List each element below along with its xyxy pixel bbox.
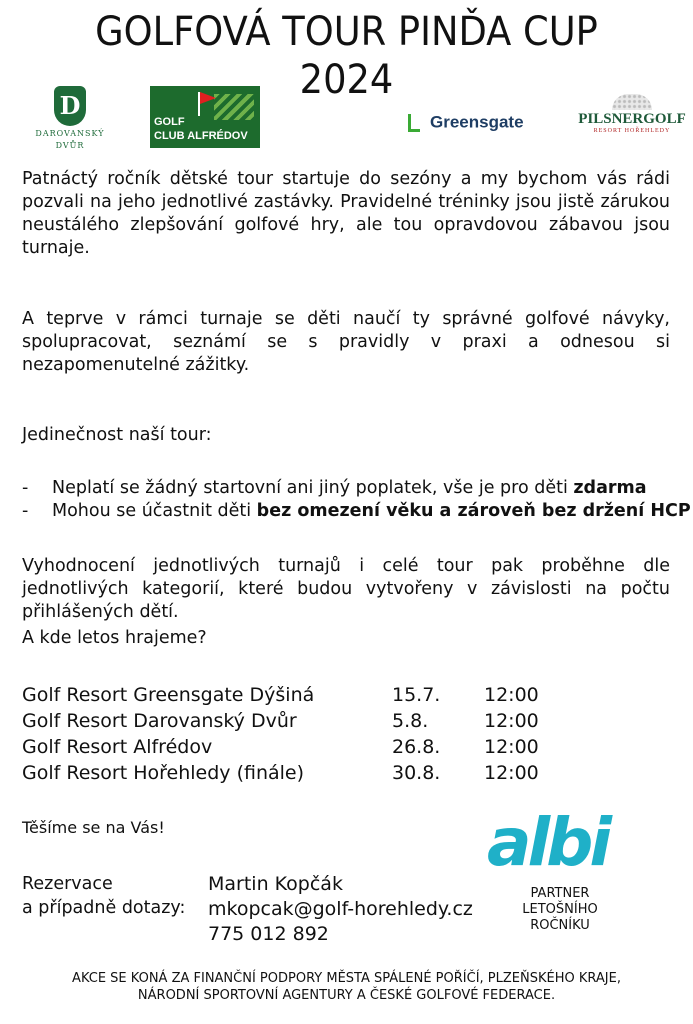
footer-line-2: NÁRODNÍ SPORTOVNÍ AGENTURY A ČESKÉ GOLFOVÉ FEDERACE.	[137, 988, 556, 1003]
golf-club-alfredov-logo	[150, 86, 260, 148]
event-time: 12:00	[484, 736, 539, 758]
uniqueness-heading: Jedinečnost naší tour:	[22, 425, 212, 445]
contact-phone[interactable]: 775 012 892	[208, 923, 329, 945]
title-line-1: GOLFOVÁ TOUR PINĎA CUP	[95, 9, 598, 55]
contact-name: Martin Kopčák	[208, 873, 343, 895]
partner-label-line-2: LETOŠNÍHO	[522, 902, 598, 917]
partner-label-line-3: ROČNÍKU	[530, 918, 590, 933]
event-date: 30.8.	[392, 762, 441, 784]
venue-name: Golf Resort Greensgate Dýšiná	[22, 684, 315, 706]
albi-partner-block	[487, 804, 657, 933]
bullet-bold-text: bez omezení věku a zároveň bez držení HCP	[256, 501, 691, 521]
pilsner-golf-logo	[574, 94, 690, 134]
darovansky-dvur-logo	[30, 86, 110, 150]
stairs-icon	[214, 94, 254, 120]
darovansky-logo-text-1: DAROVANSKÝ	[35, 129, 105, 138]
alfredov-logo-text-1: GOLF	[154, 116, 185, 128]
bullet-text: Neplatí se žádný startovní ani jiný poplatek, vše je pro děti	[52, 478, 574, 498]
contact-label-line-2: a případně dotazy:	[22, 898, 186, 918]
title-line-2: 2024	[299, 57, 394, 103]
venue-name: Golf Resort Alfrédov	[22, 736, 213, 758]
partner-label	[505, 886, 615, 934]
event-time: 12:00	[484, 762, 539, 784]
evaluation-paragraph: Vyhodnocení jednotlivých turnajů i celé tour pak proběhne dle jednotlivých kategorií, které budou vytvořeny v závislosti na počtu přihlášených dětí.	[22, 556, 670, 622]
closing-text: Těšíme se na Vás!	[22, 818, 165, 837]
where-heading: A kde letos hrajeme?	[22, 628, 207, 648]
alfredov-logo-text-2: CLUB ALFRÉDOV	[154, 130, 248, 142]
bullet-item	[22, 477, 647, 500]
bullet-item	[22, 500, 691, 523]
darovansky-shield-icon: D	[54, 86, 86, 126]
bullet-text: Mohou se účastnit děti	[52, 501, 257, 521]
bullet-bold-text: zdarma	[573, 478, 647, 498]
event-time: 12:00	[484, 684, 539, 706]
sponsor-logos	[0, 86, 693, 150]
contact-details	[208, 872, 473, 947]
pilsner-logo-text: PILSNERGOLF	[578, 111, 686, 127]
greensgate-mark-icon	[408, 114, 420, 132]
darovansky-logo-text-2: DVŮR	[55, 141, 85, 150]
event-date: 15.7.	[392, 684, 441, 706]
greensgate-logo	[408, 112, 524, 136]
bullet-dash: -	[22, 501, 29, 521]
bullet-dash: -	[22, 478, 29, 498]
golf-ball-icon	[612, 94, 652, 110]
event-date: 5.8.	[392, 710, 429, 732]
partner-label-line-1: PARTNER	[530, 886, 590, 901]
footer-line-1: AKCE SE KONÁ ZA FINANČNÍ PODPORY MĚSTA SPÁLENÉ POŘÍČÍ, PLZEŇSKÉHO KRAJE,	[72, 971, 621, 986]
contact-email[interactable]: mkopcak@golf-horehledy.cz	[208, 898, 473, 920]
venue-name: Golf Resort Hořehledy (finále)	[22, 762, 305, 784]
contact-label	[22, 872, 185, 920]
greensgate-logo-text: Greensgate	[430, 112, 524, 132]
flag-icon	[200, 92, 216, 104]
albi-logo: albi	[487, 804, 609, 881]
contact-label-line-1: Rezervace	[22, 874, 113, 894]
footer-note	[0, 970, 693, 1004]
event-date: 26.8.	[392, 736, 441, 758]
intro-paragraph: Patnáctý ročník dětské tour startuje do sezóny a my bychom vás rádi pozvali na jeho jednotlivé zastávky. Pravidelné tréninky jsou jistě zárukou neustálého zlepšování golfové hry, ale tou opravdovou zábavou jsou turnaje.	[22, 169, 670, 258]
pilsner-logo-subtext: RESORT HOŘEHLEDY	[593, 128, 671, 134]
skills-paragraph: A teprve v rámci turnaje se děti naučí ty správné golfové návyky, spolupracovat, seznámí se s pravidly v praxi a odnesou si nezapomenutelné zážitky.	[22, 309, 670, 375]
event-time: 12:00	[484, 710, 539, 732]
venue-name: Golf Resort Darovanský Dvůr	[22, 710, 297, 732]
